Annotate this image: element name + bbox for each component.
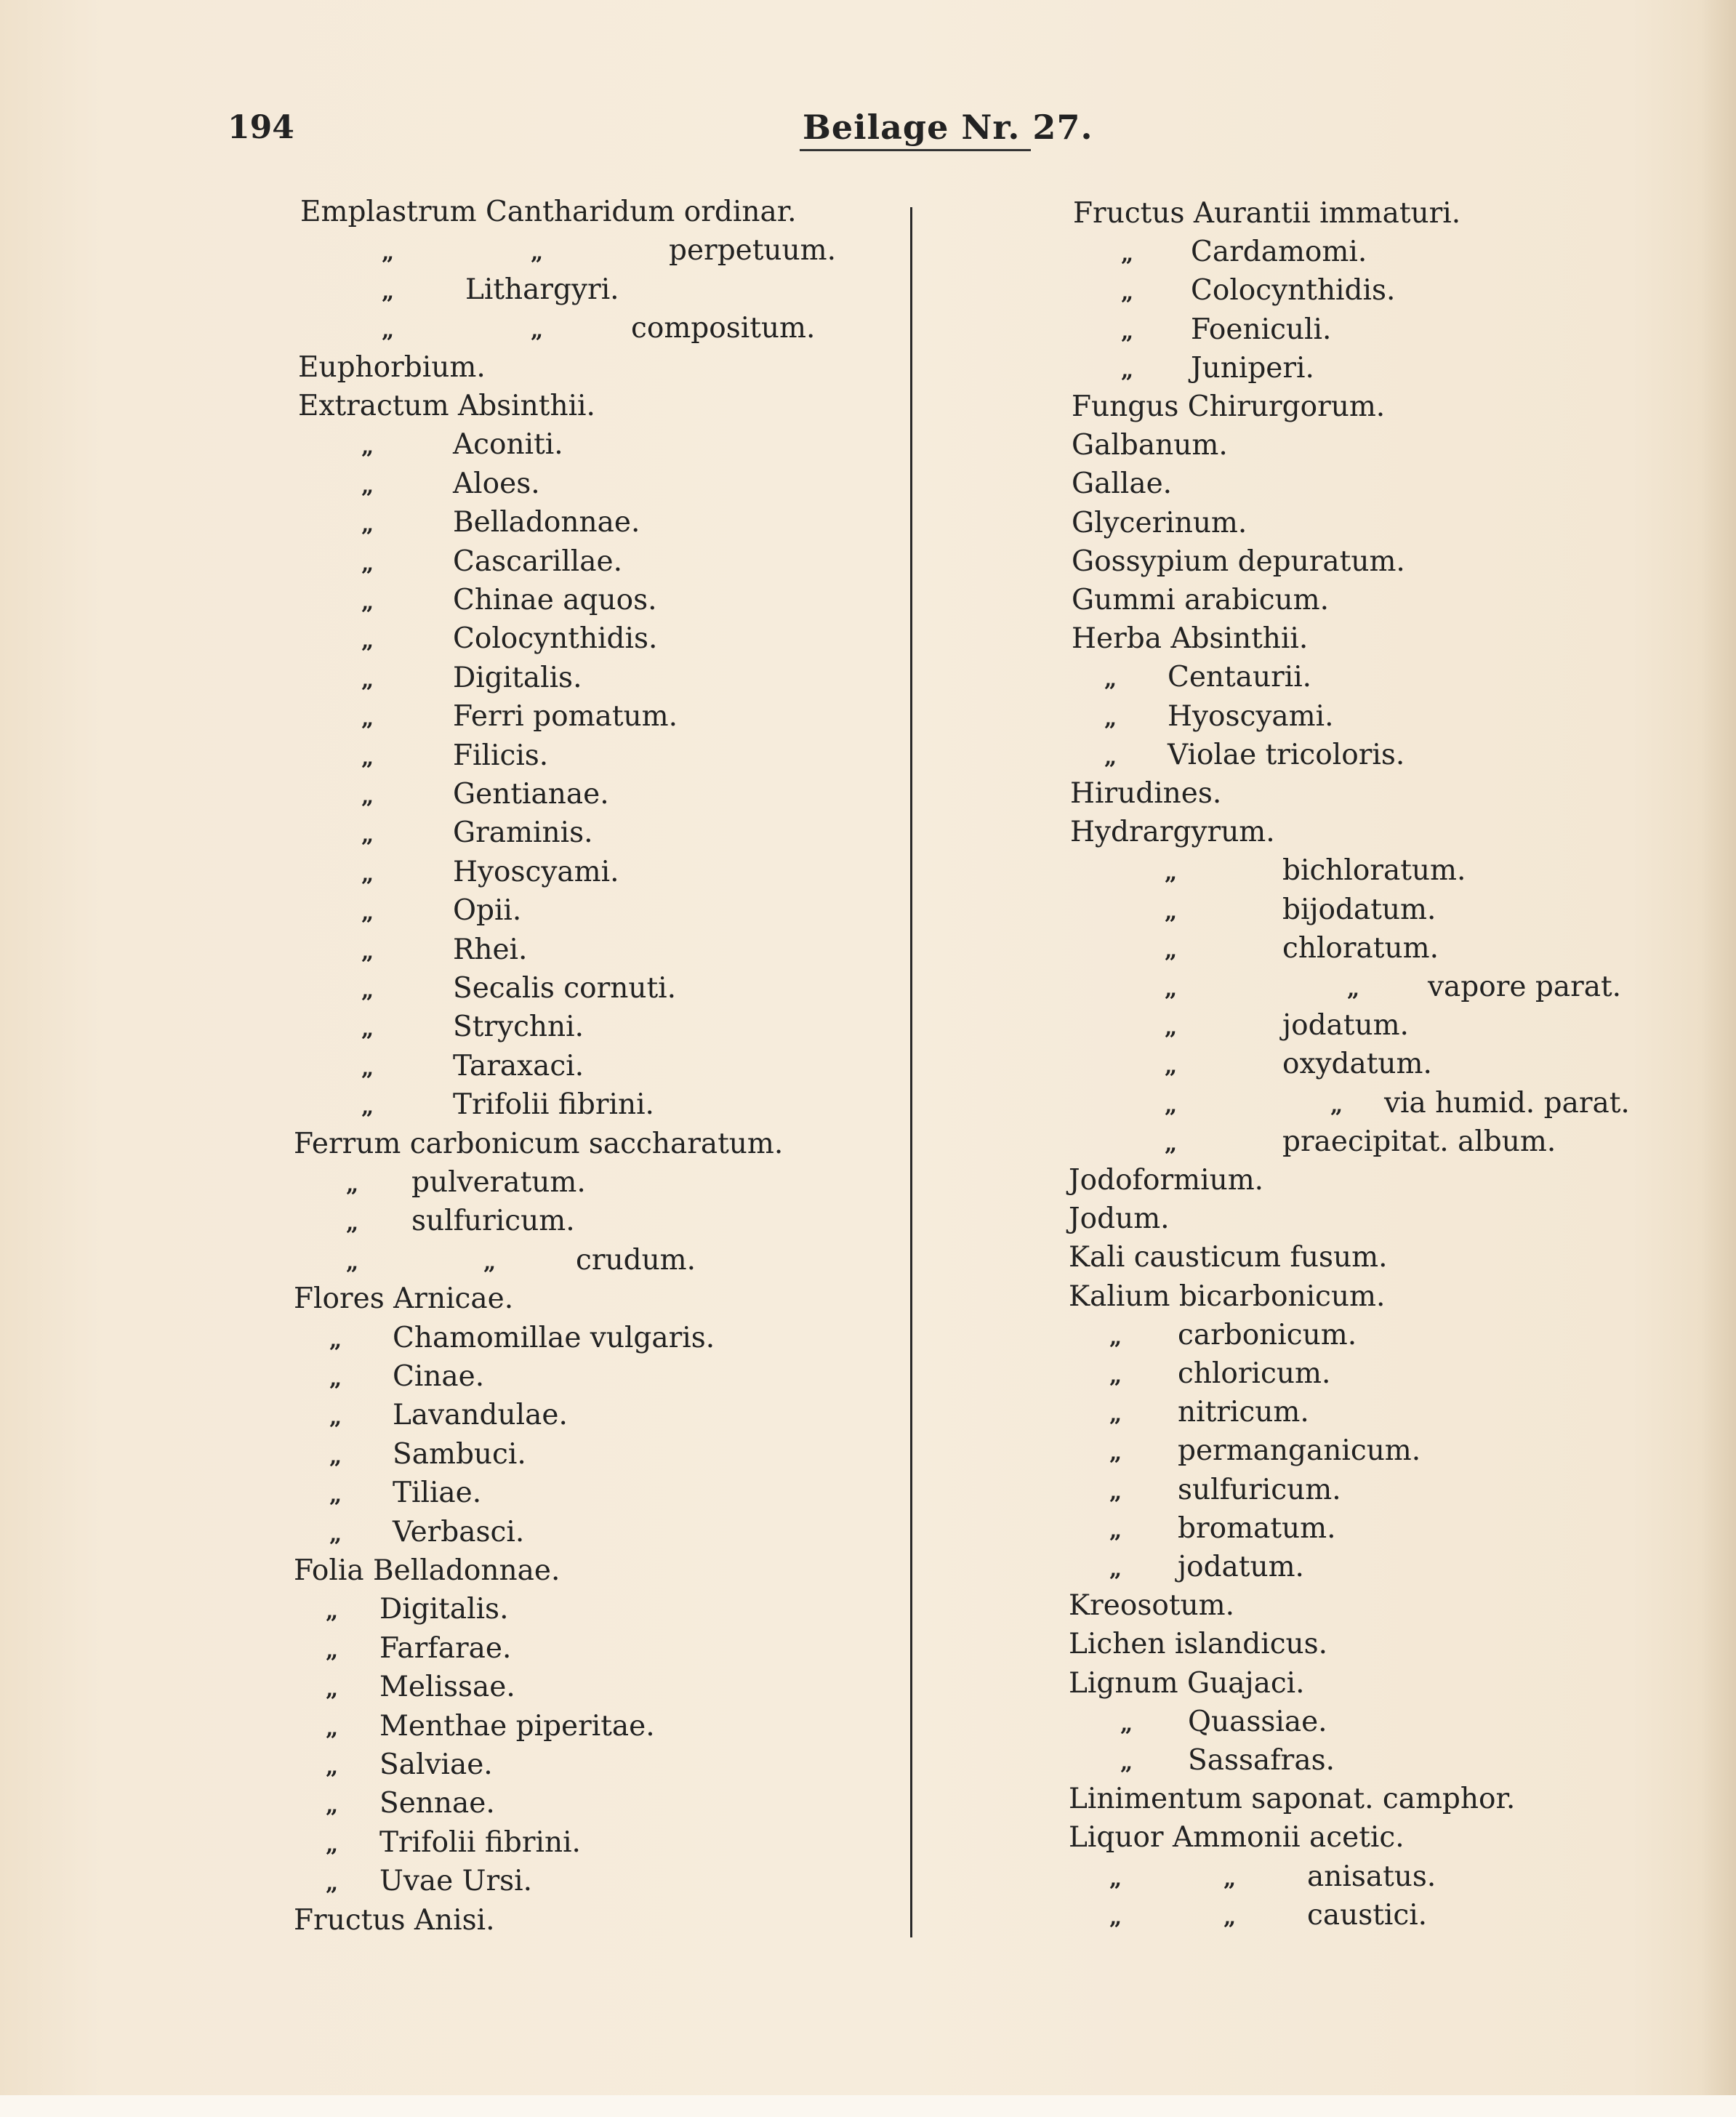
ditto-mark: „ <box>329 1521 342 1547</box>
list-item: Juniperi. <box>1191 351 1314 385</box>
ditto-mark: „ <box>326 1599 339 1625</box>
ditto-mark: „ <box>382 318 395 344</box>
ditto-mark: „ <box>1165 1015 1178 1041</box>
list-item: perpetuum. <box>669 234 837 268</box>
list-item: pulveratum. <box>411 1166 586 1199</box>
ditto-mark: „ <box>361 512 374 538</box>
list-item: Belladonnae. <box>453 506 640 539</box>
ditto-mark: „ <box>361 1016 374 1043</box>
ditto-mark: „ <box>1120 1750 1133 1775</box>
ditto-mark: „ <box>1104 744 1117 770</box>
ditto-mark: „ <box>329 1327 342 1353</box>
list-item: Hydrargyrum. <box>1070 816 1275 849</box>
list-item: Salviae. <box>379 1748 493 1781</box>
list-item: via humid. parat. <box>1384 1086 1630 1120</box>
ditto-mark: „ <box>1165 1053 1178 1080</box>
list-item: crudum. <box>576 1243 696 1277</box>
page-title: Beilage Nr. 27. <box>803 108 1093 147</box>
list-item: Aconiti. <box>453 428 563 462</box>
list-item: Galbanum. <box>1072 429 1228 462</box>
ditto-mark: „ <box>361 434 374 460</box>
list-item: Digitalis. <box>453 661 582 694</box>
ditto-mark: „ <box>1165 860 1178 886</box>
ditto-mark: „ <box>329 1482 342 1509</box>
list-item: Sassafras. <box>1188 1744 1335 1777</box>
ditto-mark: „ <box>326 1831 339 1857</box>
list-item: Jodoformium. <box>1069 1164 1264 1197</box>
list-item: Hyoscyami. <box>1168 699 1334 733</box>
ditto-mark: „ <box>326 1637 339 1663</box>
list-item: chloratum. <box>1282 931 1439 965</box>
list-item: Colocynthidis. <box>453 622 658 656</box>
list-item: Lichen islandicus. <box>1069 1628 1328 1661</box>
ditto-mark: „ <box>1109 1324 1122 1350</box>
list-item: Hyoscyami. <box>453 855 619 888</box>
list-item: Herba Absinthii. <box>1072 622 1309 656</box>
ditto-mark: „ <box>1121 318 1134 345</box>
ditto-mark: „ <box>1121 241 1134 268</box>
ditto-mark: „ <box>531 240 544 266</box>
ditto-mark: „ <box>1165 1092 1178 1118</box>
ditto-mark: „ <box>1165 899 1178 925</box>
ditto-mark: „ <box>1109 1556 1122 1582</box>
list-item: Hirudines. <box>1070 777 1222 810</box>
ditto-mark: „ <box>1223 1865 1237 1892</box>
list-item: bichloratum. <box>1282 854 1466 888</box>
ditto-mark: „ <box>361 744 374 771</box>
list-item: Melissae. <box>379 1671 515 1704</box>
list-item: Violae tricoloris. <box>1168 738 1405 771</box>
list-item: Kali causticum fusum. <box>1069 1241 1388 1274</box>
list-item: Taraxaci. <box>453 1049 584 1082</box>
ditto-mark: „ <box>361 1094 374 1120</box>
list-item: compositum. <box>631 312 816 345</box>
ditto-mark: „ <box>1109 1363 1122 1389</box>
list-item: Gossypium depuratum. <box>1072 545 1405 578</box>
ditto-mark: „ <box>483 1249 497 1275</box>
ditto-mark: „ <box>361 473 374 499</box>
list-item: Emplastrum Cantharidum ordinar. <box>300 196 797 228</box>
ditto-mark: „ <box>329 1405 342 1431</box>
ditto-mark: „ <box>361 784 374 809</box>
ditto-mark: „ <box>1109 1865 1122 1892</box>
list-item: Fungus Chirurgorum. <box>1072 390 1386 423</box>
list-item: Gallae. <box>1072 467 1173 501</box>
ditto-mark: „ <box>346 1172 359 1197</box>
ditto-mark: „ <box>1165 937 1178 963</box>
ditto-mark: „ <box>1347 976 1360 1002</box>
list-item: chloricum. <box>1178 1357 1331 1390</box>
list-item: Graminis. <box>453 816 593 850</box>
list-item: nitricum. <box>1178 1396 1309 1429</box>
list-item: Strychni. <box>453 1011 584 1044</box>
list-item: Lignum Guajaci. <box>1069 1666 1305 1700</box>
list-item: Fructus Aurantii immaturi. <box>1073 197 1461 230</box>
list-item: Rhei. <box>453 933 528 966</box>
ditto-mark: „ <box>1104 705 1117 731</box>
list-item: Aloes. <box>453 467 540 500</box>
list-item: Euphorbium. <box>298 350 486 384</box>
list-item: Kreosotum. <box>1069 1589 1235 1623</box>
ditto-mark: „ <box>1109 1440 1122 1466</box>
list-item: praecipitat. album. <box>1282 1125 1556 1158</box>
ditto-mark: „ <box>326 1871 339 1897</box>
list-item: Folia Belladonnae. <box>294 1554 560 1587</box>
ditto-mark: „ <box>1104 667 1117 693</box>
list-item: Jodum. <box>1069 1202 1170 1236</box>
list-item: Sennae. <box>379 1787 495 1820</box>
ditto-mark: „ <box>346 1210 359 1237</box>
list-item: vapore parat. <box>1428 971 1622 1003</box>
list-item: caustici. <box>1307 1898 1428 1932</box>
list-item: Verbasci. <box>393 1515 525 1548</box>
ditto-mark: „ <box>326 1715 339 1741</box>
list-item: anisatus. <box>1307 1860 1436 1893</box>
list-item: Fructus Anisi. <box>294 1903 495 1937</box>
list-item: Flores Arnicae. <box>294 1282 514 1316</box>
list-item: bijodatum. <box>1282 893 1436 926</box>
list-item: Trifolii fibrini. <box>379 1825 581 1859</box>
list-item: permanganicum. <box>1178 1434 1421 1468</box>
ditto-mark: „ <box>361 628 374 654</box>
list-item: Filicis. <box>453 739 549 772</box>
list-item: bromatum. <box>1178 1511 1336 1545</box>
list-item: Chamomillae vulgaris. <box>393 1321 715 1354</box>
header-rule <box>800 149 1031 151</box>
page-bottom-margin <box>0 2095 1736 2117</box>
ditto-mark: „ <box>1121 280 1134 306</box>
page-number: 194 <box>228 109 294 146</box>
ditto-mark: „ <box>361 1055 374 1081</box>
ditto-mark: „ <box>361 590 374 615</box>
list-item: Linimentum saponat. camphor. <box>1069 1783 1516 1816</box>
ditto-mark: „ <box>1109 1904 1122 1930</box>
ditto-mark: „ <box>361 978 374 1003</box>
list-item: Tiliae. <box>393 1477 482 1510</box>
list-item: sulfuricum. <box>1178 1473 1341 1506</box>
list-item: Farfarae. <box>379 1631 512 1665</box>
list-item: Lavandulae. <box>393 1399 568 1432</box>
ditto-mark: „ <box>329 1366 342 1391</box>
list-item: Cardamomi. <box>1191 236 1367 269</box>
ditto-mark: „ <box>1165 976 1178 1002</box>
list-item: Foeniculi. <box>1191 313 1332 346</box>
list-item: oxydatum. <box>1282 1048 1432 1081</box>
list-item: Opii. <box>453 894 522 928</box>
list-item: Centaurii. <box>1168 661 1312 694</box>
ditto-mark: „ <box>1121 357 1134 383</box>
ditto-mark: „ <box>361 861 374 887</box>
list-item: Trifolii fibrini. <box>453 1088 654 1122</box>
ditto-mark: „ <box>1165 1130 1178 1157</box>
list-item: Lithargyri. <box>465 273 619 306</box>
list-item: Colocynthidis. <box>1191 274 1396 308</box>
list-item: Secalis cornuti. <box>453 972 676 1005</box>
list-item: jodatum. <box>1282 1009 1409 1043</box>
list-item: Gummi arabicum. <box>1072 584 1330 616</box>
ditto-mark: „ <box>1109 1479 1122 1505</box>
list-item: Gentianae. <box>453 778 609 811</box>
list-item: Uvae Ursi. <box>379 1865 533 1898</box>
ditto-mark: „ <box>531 318 544 344</box>
ditto-mark: „ <box>361 667 374 693</box>
ditto-mark: „ <box>1109 1402 1122 1428</box>
list-item: carbonicum. <box>1178 1318 1357 1351</box>
list-item: Kalium bicarbonicum. <box>1069 1280 1386 1313</box>
list-item: Cascarillae. <box>453 545 622 578</box>
list-item: Liquor Ammonii acetic. <box>1069 1821 1405 1855</box>
ditto-mark: „ <box>326 1676 339 1703</box>
ditto-mark: „ <box>346 1249 359 1275</box>
ditto-mark: „ <box>1109 1517 1122 1543</box>
ditto-mark: „ <box>361 939 374 965</box>
list-item: Quassiae. <box>1188 1705 1327 1738</box>
ditto-mark: „ <box>382 278 395 305</box>
column-divider <box>910 207 912 1937</box>
ditto-mark: „ <box>1223 1904 1237 1930</box>
list-item: Cinae. <box>393 1360 485 1393</box>
ditto-mark: „ <box>361 706 374 732</box>
ditto-mark: „ <box>361 900 374 926</box>
ditto-mark: „ <box>361 822 374 848</box>
ditto-mark: „ <box>1120 1711 1133 1737</box>
list-item: jodatum. <box>1178 1551 1304 1583</box>
ditto-mark: „ <box>329 1443 342 1469</box>
list-item: Ferrum carbonicum saccharatum. <box>294 1127 784 1160</box>
list-item: Digitalis. <box>379 1593 509 1626</box>
list-item: Chinae aquos. <box>453 584 657 616</box>
list-item: sulfuricum. <box>411 1205 575 1238</box>
ditto-mark: „ <box>326 1754 339 1780</box>
ditto-mark: „ <box>361 550 374 577</box>
list-item: Sambuci. <box>393 1437 526 1471</box>
page-edge-shadow <box>1701 0 1736 2095</box>
ditto-mark: „ <box>1330 1092 1343 1118</box>
list-item: Ferri pomatum. <box>453 700 678 734</box>
list-item: Extractum Absinthii. <box>298 390 595 422</box>
ditto-mark: „ <box>326 1793 339 1819</box>
list-item: Glycerinum. <box>1072 506 1247 539</box>
list-item: Menthae piperitae. <box>379 1709 655 1743</box>
ditto-mark: „ <box>382 240 395 266</box>
